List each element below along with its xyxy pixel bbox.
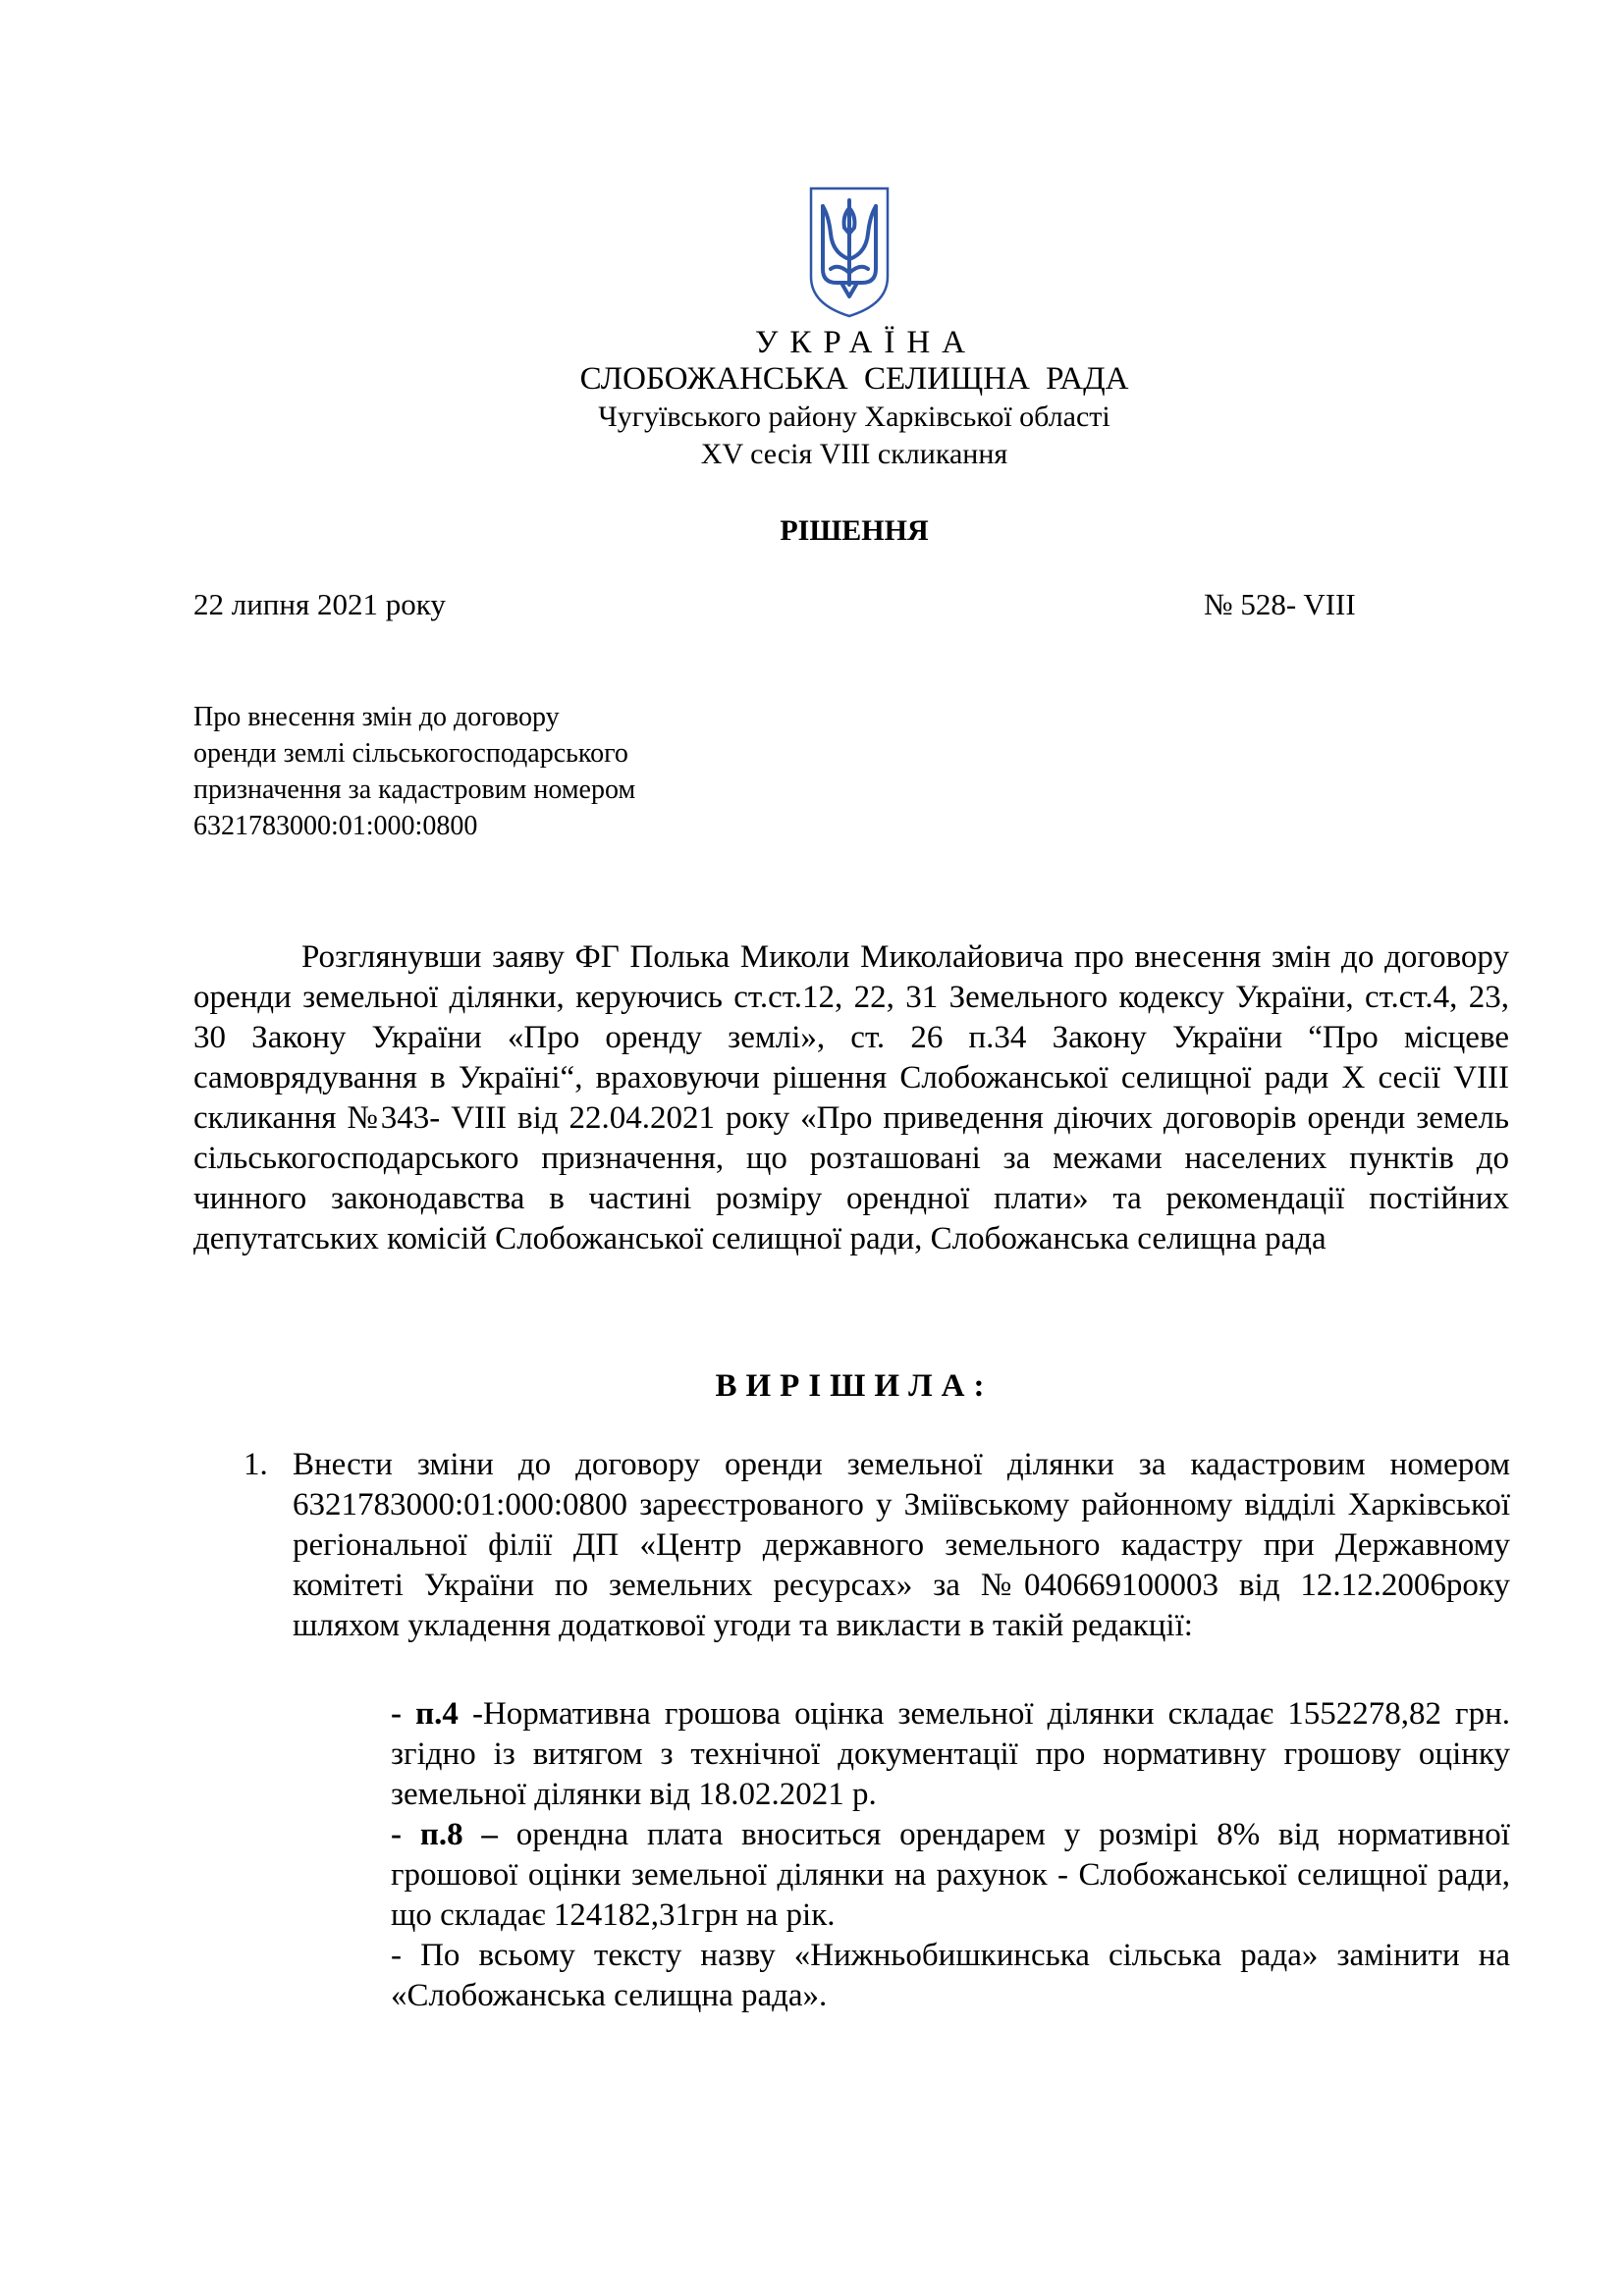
subject-line: Про внесення змін до договору	[193, 702, 560, 732]
subject-cadastral-number: 6321783000:01:000:0800	[193, 811, 478, 841]
preamble-paragraph: Розглянувши заяву ФГ Полька Миколи Миколайовича про внесення змін до договору оренди земельної ділянки, керуючись ст.ст.12, 22, 31 Земельного кодексу України, ст.ст.4, 23, 30 Закону України «Про оренду землі», ст. 26 п.34 Закону України “Про місцеве самоврядування в Україні“, враховуючи рішення Слобожанської селищної ради X сесії VIII скликання №343- VIII від 22.04.2021 року «Про приведення діючих договорів оренди земель сільськогосподарського призначення, що розташовані за межами населених пунктів до чинного законодавства в частині розміру орендної плати» та рекомендації постійних депутатських комісій Слобожанської селищної ради, Слобожанська селищна рада	[193, 939, 1509, 1256]
subitem-lead: - п.4	[391, 1696, 459, 1732]
session-info: XV сесія VIII скликання	[700, 438, 1008, 470]
subitem-text: орендна плата вноситься орендарем у розмірі 8% від нормативної грошової оцінки земельної ділянки на рахунок - Слобожанської селищної ради, що складає 124182,31грн на рік.	[391, 1817, 1510, 1933]
subject-line: призначення за кадастровим номером	[193, 774, 636, 805]
council-name: СЛОБОЖАНСЬКА СЕЛИЩНА РАДА	[579, 361, 1129, 397]
decision-subject	[193, 699, 635, 844]
district-name: Чугуївського району Харківської області	[598, 400, 1110, 433]
item-text: Внести зміни до договору оренди земельної ділянки за кадастровим номером 6321783000:01:000:0800 зареєстрованого у Зміївському районному відділі Харківської регіональної філії ДП «Центр державного земельного кадастру при Державному комітеті України по земельних ресурсах» за №040669100003 від 12.12.2006року шляхом укладення додаткової угоди та викласти в такій редакції:	[293, 1447, 1510, 1643]
subitem-p4	[391, 1694, 1510, 1815]
country-name: УКРАЇНА	[755, 325, 977, 360]
decision-number: № 528- VIII	[1204, 587, 1356, 621]
subitem-lead: - п.8 –	[391, 1817, 498, 1852]
item-number: 1.	[244, 1447, 268, 1482]
decided-heading: ВИРІШИЛА:	[715, 1368, 994, 1404]
subject-line: оренди землі сільськогосподарського	[193, 738, 628, 769]
subitem-text: -Нормативна грошова оцінка земельної ділянки складає 1552278,82 грн. згідно із витягом з технічної документації про нормативну грошову оцінку земельної ділянки від 18.02.2021 р.	[391, 1696, 1510, 1812]
subitem-p8	[391, 1815, 1510, 1936]
subitem-rename: - По всьому тексту назву «Нижньобишкинська сільська рада» замінити на «Слобожанська селищна рада».	[391, 1938, 1510, 2013]
document-title: РІШЕННЯ	[780, 514, 929, 547]
trident-emblem-icon	[805, 183, 893, 320]
decision-date: 22 липня 2021 року	[193, 587, 446, 621]
